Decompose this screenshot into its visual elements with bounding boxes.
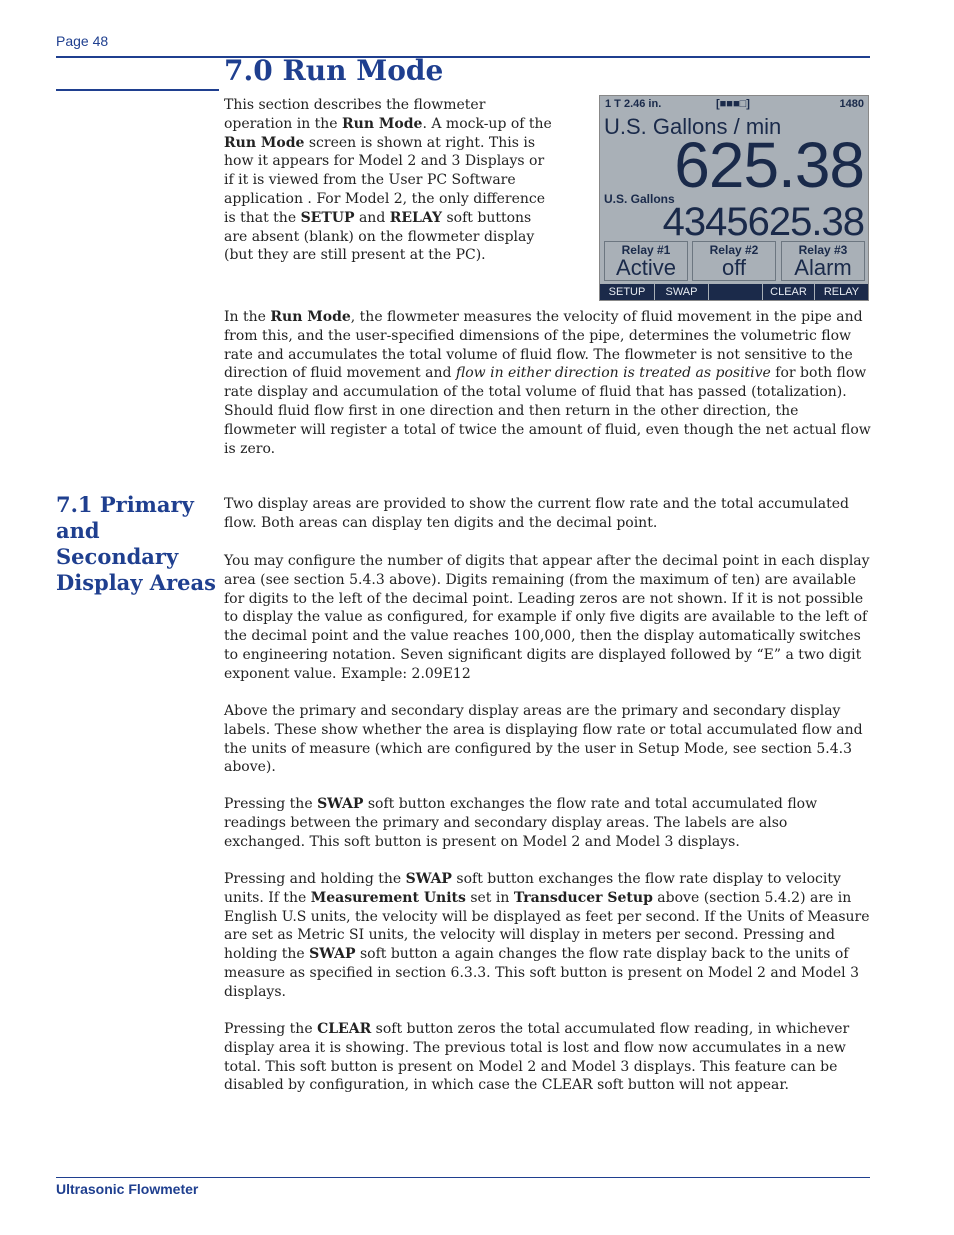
relay-2-indicator bbox=[692, 241, 776, 281]
paragraph-text: , the flowmeter measures the velocity of fluid movement in the pipe and from this, and the user-specified dimensions of the pipe, determines the volumetric flow rate and accumulates the total volume of fluid flow. The flowmeter is not sensitive to the direction of fluid movement and bbox=[224, 309, 863, 382]
clear-paragraph bbox=[224, 1020, 872, 1095]
signal-strength-indicator: [■■■□] bbox=[716, 98, 750, 110]
lcd-status-value: 1480 bbox=[839, 98, 864, 110]
lcd-status-text: 1 T 2.46 in. bbox=[605, 98, 662, 110]
intro-bold: RELAY bbox=[389, 209, 443, 226]
intro-text: . A mock-up of the bbox=[422, 115, 552, 132]
paragraph-text: soft button zeros the total accumulated flow reading, in whichever display area it is showing. The previous total is lost and flow now accumulates in a new total. This soft button is present on Model 2 and Model 3 displays. This feature can be disabled by configuration, in which case the CLEAR soft button will not appear. bbox=[224, 1021, 850, 1094]
relay-state: off bbox=[721, 255, 747, 280]
relay-state: Alarm bbox=[794, 255, 852, 280]
swap-paragraph bbox=[224, 795, 872, 851]
paragraph-text: soft button a again changes the flow rate display back to the units of measure as specified in section 6.3.3. This soft button is present on Model 2 and Model 3 displays. bbox=[224, 946, 859, 1000]
paragraph-bold: SWAP bbox=[405, 871, 452, 887]
relay-state: Active bbox=[616, 255, 676, 280]
paragraph-text: soft button exchanges the flow rate and total accumulated flow readings between the primary and secondary display areas. The labels are also exchanged. This soft button is present on Model 2 and Model 3 displays. bbox=[224, 796, 818, 850]
intro-text: and bbox=[354, 209, 390, 226]
intro-bold: Run Mode bbox=[342, 115, 423, 132]
relay-name: Relay #3 bbox=[798, 243, 848, 257]
intro-text: screen is shown at right. This is how it appears for Model 2 and 3 Displays or if it is viewed from the User PC Software application . For Model 2, the only difference is that the bbox=[224, 134, 546, 226]
relay-1-indicator bbox=[604, 241, 688, 281]
paragraph-bold: CLEAR bbox=[317, 1021, 372, 1037]
swap-soft-button: SWAP bbox=[655, 284, 709, 300]
intro-text: This section describes the flowmeter operation in the bbox=[224, 97, 486, 132]
footer-title: Ultrasonic Flowmeter bbox=[56, 1181, 199, 1197]
paragraph-bold: Run Mode bbox=[270, 309, 351, 325]
header-rule bbox=[56, 56, 870, 58]
secondary-display-label: U.S. Gallons bbox=[604, 192, 675, 206]
paragraph-bold: Transducer Setup bbox=[513, 889, 653, 906]
setup-soft-button: SETUP bbox=[600, 284, 655, 300]
page-title: 7.0 Run Mode bbox=[224, 54, 444, 87]
relay-3-indicator bbox=[781, 241, 865, 281]
paragraph-text: above (section 5.4.2) are in English U.S units, the velocity will be displayed as feet per second. If the Units of Measure are set as Metric SI units, the velocity will display in meters per second. Pressing and holding the bbox=[224, 889, 870, 963]
intro-bold: Run Mode bbox=[224, 134, 305, 151]
primary-display-label: U.S. Gallons / min bbox=[604, 114, 782, 139]
relay-soft-button: RELAY bbox=[823, 286, 860, 298]
paragraph-text: set in bbox=[465, 889, 514, 906]
paragraph-italic: flow in either direction is treated as positive bbox=[455, 365, 771, 382]
intro-bold: SETUP bbox=[300, 209, 355, 226]
primary-display-value: 625.38 bbox=[674, 129, 864, 201]
display-areas-paragraph: Two display areas are provided to show the current flow rate and the total accumulated flow. Both areas can display ten digits and the decimal point. bbox=[224, 496, 849, 531]
display-labels-paragraph: Above the primary and secondary display areas are the primary and secondary display labels. These show whether the area is displaying flow rate or total accumulated flow and the units of measure (which are configured by the user in Setup Mode, see section 5.4.3 above). bbox=[224, 703, 863, 776]
run-mode-display-mockup bbox=[599, 95, 869, 301]
soft-button-bar bbox=[600, 284, 868, 300]
secondary-display-value: 4345625.38 bbox=[662, 200, 864, 244]
relay-name: Relay #1 bbox=[621, 243, 671, 257]
paragraph-text: Pressing the bbox=[224, 1021, 318, 1037]
paragraph-text: for both flow rate display and accumulation of the total volume of fluid that has passed (totalization). Should fluid flow first in one direction and then return in the other direction, the flowmeter will register a total of twice the amount of fluid, even though the net actual flow is zero. bbox=[224, 365, 871, 457]
paragraph-text: soft button exchanges the flow rate display to velocity units. If the bbox=[224, 871, 841, 906]
decimal-digits-paragraph: You may configure the number of digits that appear after the decimal point in each display area (see section 5.4.3 above). Digits remaining (from the maximum of ten) are available for digits to the left of the decimal point. Leading zeros are not shown. If it is not possible to display the value as configured, for example if only five digits are available to the left of the decimal point and the value reaches 100,000, then the display automatically switches to engineering notation. Seven significant digits are displayed followed by “E” a two digit exponent value. Example: 2.09E12 bbox=[224, 553, 870, 682]
paragraph-bold: SWAP bbox=[309, 946, 356, 963]
clear-soft-button: CLEAR bbox=[763, 284, 815, 300]
paragraph-text: In the bbox=[224, 309, 271, 325]
page-number: Page 48 bbox=[56, 33, 109, 49]
relay-name: Relay #2 bbox=[709, 243, 759, 257]
intro-text: soft buttons are absent (blank) on the flowmeter display (but they are still present at the PC). bbox=[224, 209, 535, 264]
blank-soft-button bbox=[709, 284, 763, 300]
title-rule bbox=[56, 89, 219, 91]
paragraph-bold: Measurement Units bbox=[310, 889, 466, 906]
paragraph-bold: SWAP bbox=[317, 796, 364, 812]
footer-rule bbox=[56, 1177, 870, 1178]
paragraph-text: Pressing the bbox=[224, 796, 318, 812]
swap-hold-paragraph bbox=[224, 870, 872, 1002]
paragraph-text: Pressing and holding the bbox=[224, 871, 406, 887]
intro-paragraph bbox=[224, 96, 554, 265]
run-mode-paragraph bbox=[224, 308, 872, 458]
section-heading: 7.1 Primary and Secondary Display Areas bbox=[56, 492, 216, 595]
